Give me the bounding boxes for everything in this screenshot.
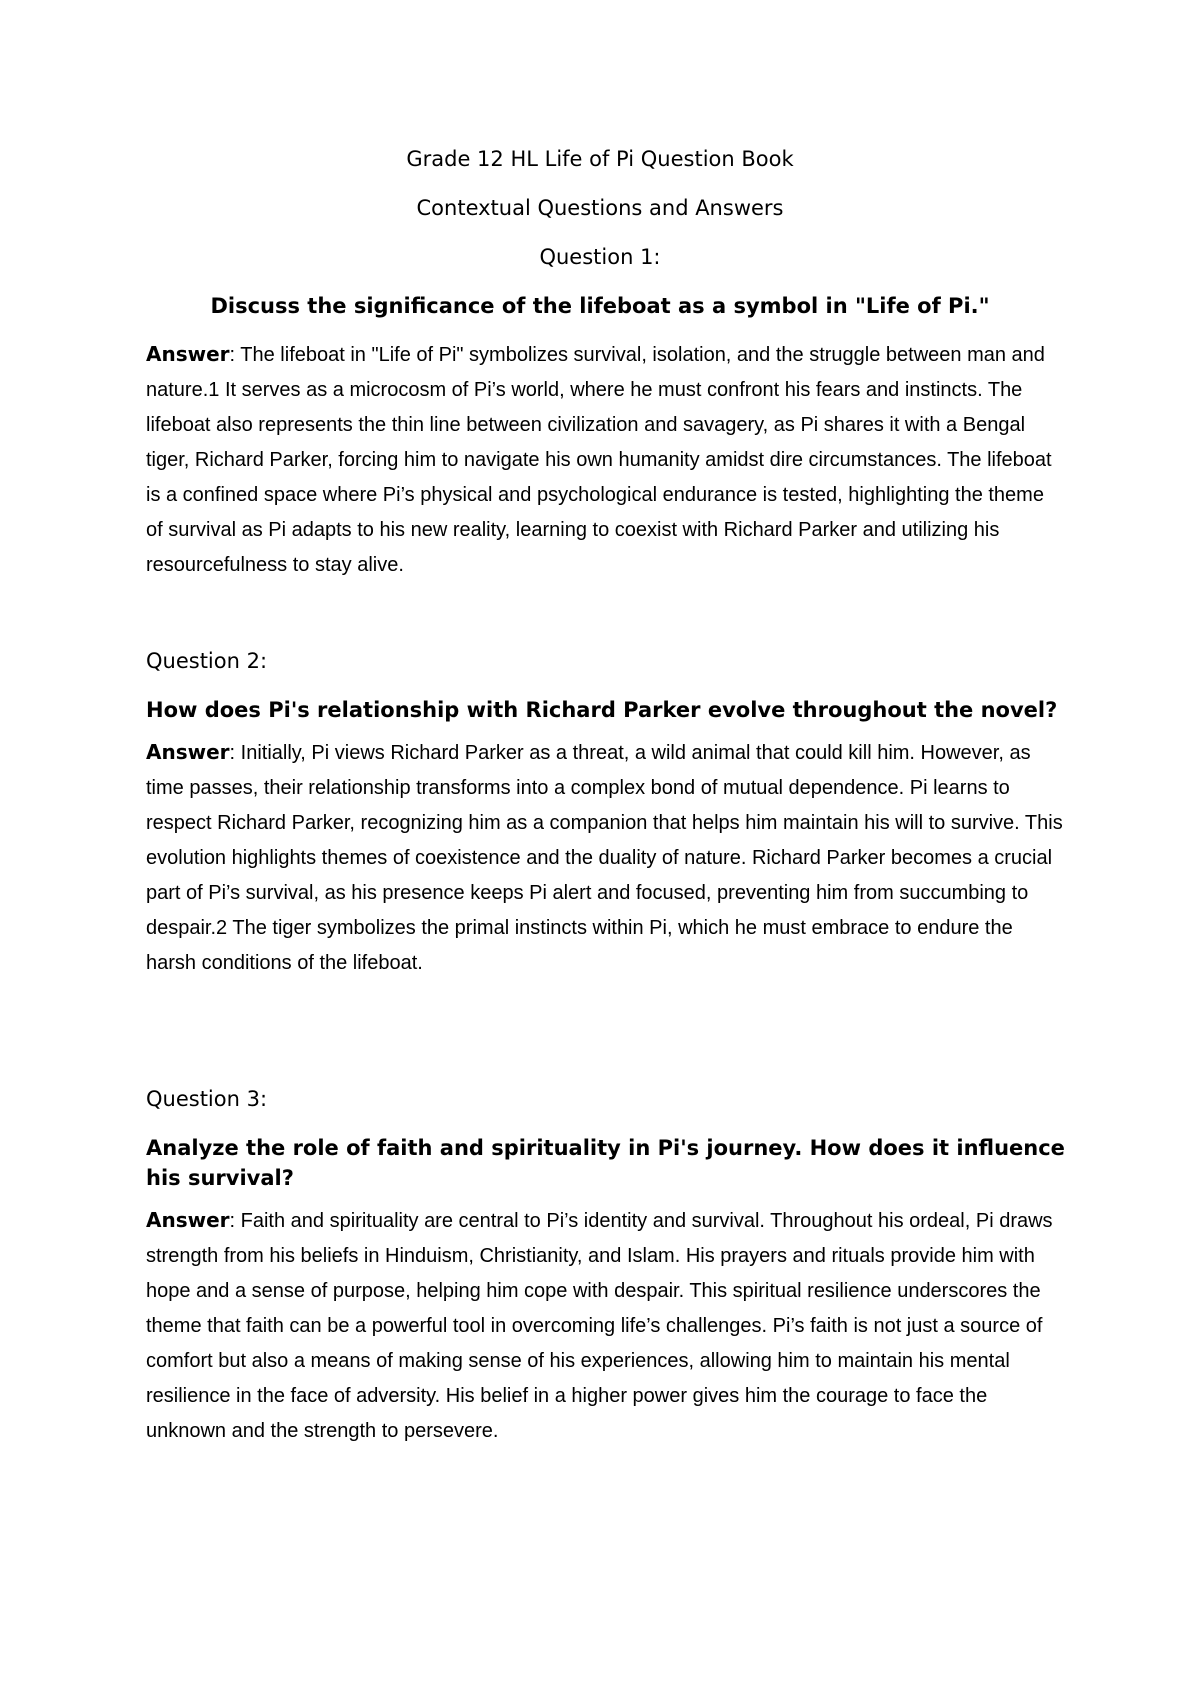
title-block	[0, 144, 1200, 321]
answer-3-label: Answer	[146, 1208, 230, 1232]
question-1-label: Question 1:	[539, 245, 661, 269]
answer-2	[146, 735, 1066, 981]
question-2-label: Question 2:	[146, 649, 268, 673]
question-3-block	[146, 1084, 1066, 1449]
document-title: Grade 12 HL Life of Pi Question Book	[406, 147, 794, 171]
document-subtitle: Contextual Questions and Answers	[416, 196, 784, 220]
answer-1	[146, 337, 1066, 583]
question-2-block	[146, 646, 1066, 981]
question-3-label: Question 3:	[146, 1087, 268, 1111]
question-2-heading: How does Pi's relationship with Richard Parker evolve throughout the novel?	[146, 698, 1058, 722]
question-1-heading: Discuss the significance of the lifeboat as a symbol in "Life of Pi."	[210, 294, 990, 318]
answer-1-block	[146, 337, 1066, 583]
answer-1-label: Answer	[146, 342, 230, 366]
answer-3-text: : Faith and spirituality are central to Pi’s identity and survival. Throughout his ordeal, Pi draws strength from his beliefs in Hinduism, Christianity, and Islam. His prayers and rituals provide him with hope and a sense of purpose, helping him cope with despair. This spiritual resilience underscores the theme that faith can be a powerful tool in overcoming life’s challenges. Pi’s faith is not just a source of comfort but also a means of making sense of his experiences, allowing him to maintain his mental resilience in the face of adversity. His belief in a higher power gives him the courage to face the unknown and the strength to persevere.	[146, 1210, 1053, 1442]
answer-1-text: : The lifeboat in "Life of Pi" symbolizes survival, isolation, and the struggle between man and nature.1 It serves as a microcosm of Pi’s world, where he must confront his fears and instincts. The lifeboat also represents the thin line between civilization and savagery, as Pi shares it with a Bengal tiger, Richard Parker, forcing him to navigate his own humanity amidst dire circumstances. The lifeboat is a confined space where Pi’s physical and psychological endurance is tested, highlighting the theme of survival as Pi adapts to his new reality, learning to coexist with Richard Parker and utilizing his resourcefulness to stay alive.	[146, 344, 1052, 576]
answer-3	[146, 1203, 1066, 1449]
answer-2-text: : Initially, Pi views Richard Parker as a threat, a wild animal that could kill him. However, as time passes, their relationship transforms into a complex bond of mutual dependence. Pi learns to respect Richard Parker, recognizing him as a companion that helps him maintain his will to survive. This evolution highlights themes of coexistence and the duality of nature. Richard Parker becomes a crucial part of Pi’s survival, as his presence keeps Pi alert and focused, preventing him from succumbing to despair.2 The tiger symbolizes the primal instincts within Pi, which he must embrace to endure the harsh conditions of the lifeboat.	[146, 742, 1063, 974]
answer-2-label: Answer	[146, 740, 230, 764]
question-3-heading: Analyze the role of faith and spirituality in Pi's journey. How does it influence his survival?	[146, 1136, 1065, 1190]
